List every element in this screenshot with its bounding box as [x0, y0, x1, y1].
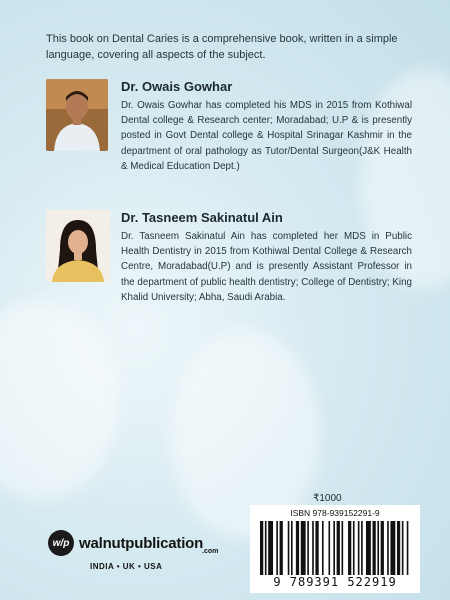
- barcode-bar: [377, 521, 379, 575]
- isbn-barcode: [250, 505, 420, 593]
- author-bio: Dr. Tasneem Sakinatul Ain has completed her MDS in Public Health Dentistry in 2015 from Kothiwal Dental College & Research Centre, Moradabad(U.P) and is presently Assistant Professor in the department of public health dentistry; College of Dentistry; King Khalid University; Abha, Saudi Arabia.: [121, 231, 412, 303]
- book-description: This book on Dental Caries is a comprehensive book, written in a simple language, covering all aspects of the subject.: [46, 33, 398, 61]
- price-label: ₹1000: [313, 493, 342, 504]
- barcode-bar: [348, 521, 351, 575]
- barcode-bar: [268, 521, 273, 575]
- publisher-logo-icon: w/p: [48, 530, 74, 556]
- background-tooth-shape: [0, 300, 120, 500]
- publisher-block: [48, 530, 238, 580]
- barcode-bar: [381, 521, 384, 575]
- barcode-bar: [315, 521, 318, 575]
- barcode-bar: [402, 521, 404, 575]
- barcode-bars: [260, 521, 410, 575]
- barcode-bar: [337, 521, 340, 575]
- barcode-bar: [373, 521, 376, 575]
- barcode-bar: [276, 521, 278, 575]
- barcode-bar: [322, 521, 324, 575]
- isbn-label: ISBN 978-939152291-9: [290, 508, 380, 518]
- publisher-name: walnutpublication: [79, 535, 204, 552]
- barcode-bar: [328, 521, 330, 575]
- barcode-bar: [307, 521, 309, 575]
- barcode-bar: [366, 521, 371, 575]
- barcode-bar: [296, 521, 299, 575]
- barcode-bar: [407, 521, 409, 575]
- author-photo-image: [46, 210, 110, 282]
- publisher-domain: .com: [202, 548, 219, 555]
- author-photo: [46, 79, 108, 151]
- author-photo: [46, 210, 110, 282]
- barcode-bar: [333, 521, 335, 575]
- barcode-bar: [342, 521, 344, 575]
- author-name: Dr. Tasneem Sakinatul Ain: [121, 210, 283, 225]
- barcode-bar: [301, 521, 306, 575]
- barcode-bar: [390, 521, 395, 575]
- barcode-bar: [291, 521, 293, 575]
- author-photo-image: [46, 79, 108, 151]
- author-block: [46, 79, 412, 199]
- author-block: [46, 210, 412, 330]
- barcode-bar: [353, 521, 355, 575]
- barcode-bar: [387, 521, 389, 575]
- barcode-bar: [288, 521, 290, 575]
- isbn-digits: 9 789391 522919: [273, 575, 397, 589]
- barcode-bar: [280, 521, 283, 575]
- barcode-bar: [358, 521, 360, 575]
- barcode-bar: [397, 521, 400, 575]
- author-bio: Dr. Owais Gowhar has completed his MDS in 2015 from Kothiwal Dental college & Research center; Moradabad; U.P & is presently posted in Govt Dental college & Hospital Srinagar Kashmir in the department of oral pathology as Tutor/Dental Surgeon(J&K Health & Medical Education Dept.): [121, 100, 412, 172]
- barcode-bar: [312, 521, 314, 575]
- barcode-bar: [265, 521, 267, 575]
- author-name: Dr. Owais Gowhar: [121, 79, 233, 94]
- barcode-bar: [260, 521, 263, 575]
- barcode-bar: [361, 521, 363, 575]
- publisher-countries: INDIA • UK • USA: [90, 562, 163, 571]
